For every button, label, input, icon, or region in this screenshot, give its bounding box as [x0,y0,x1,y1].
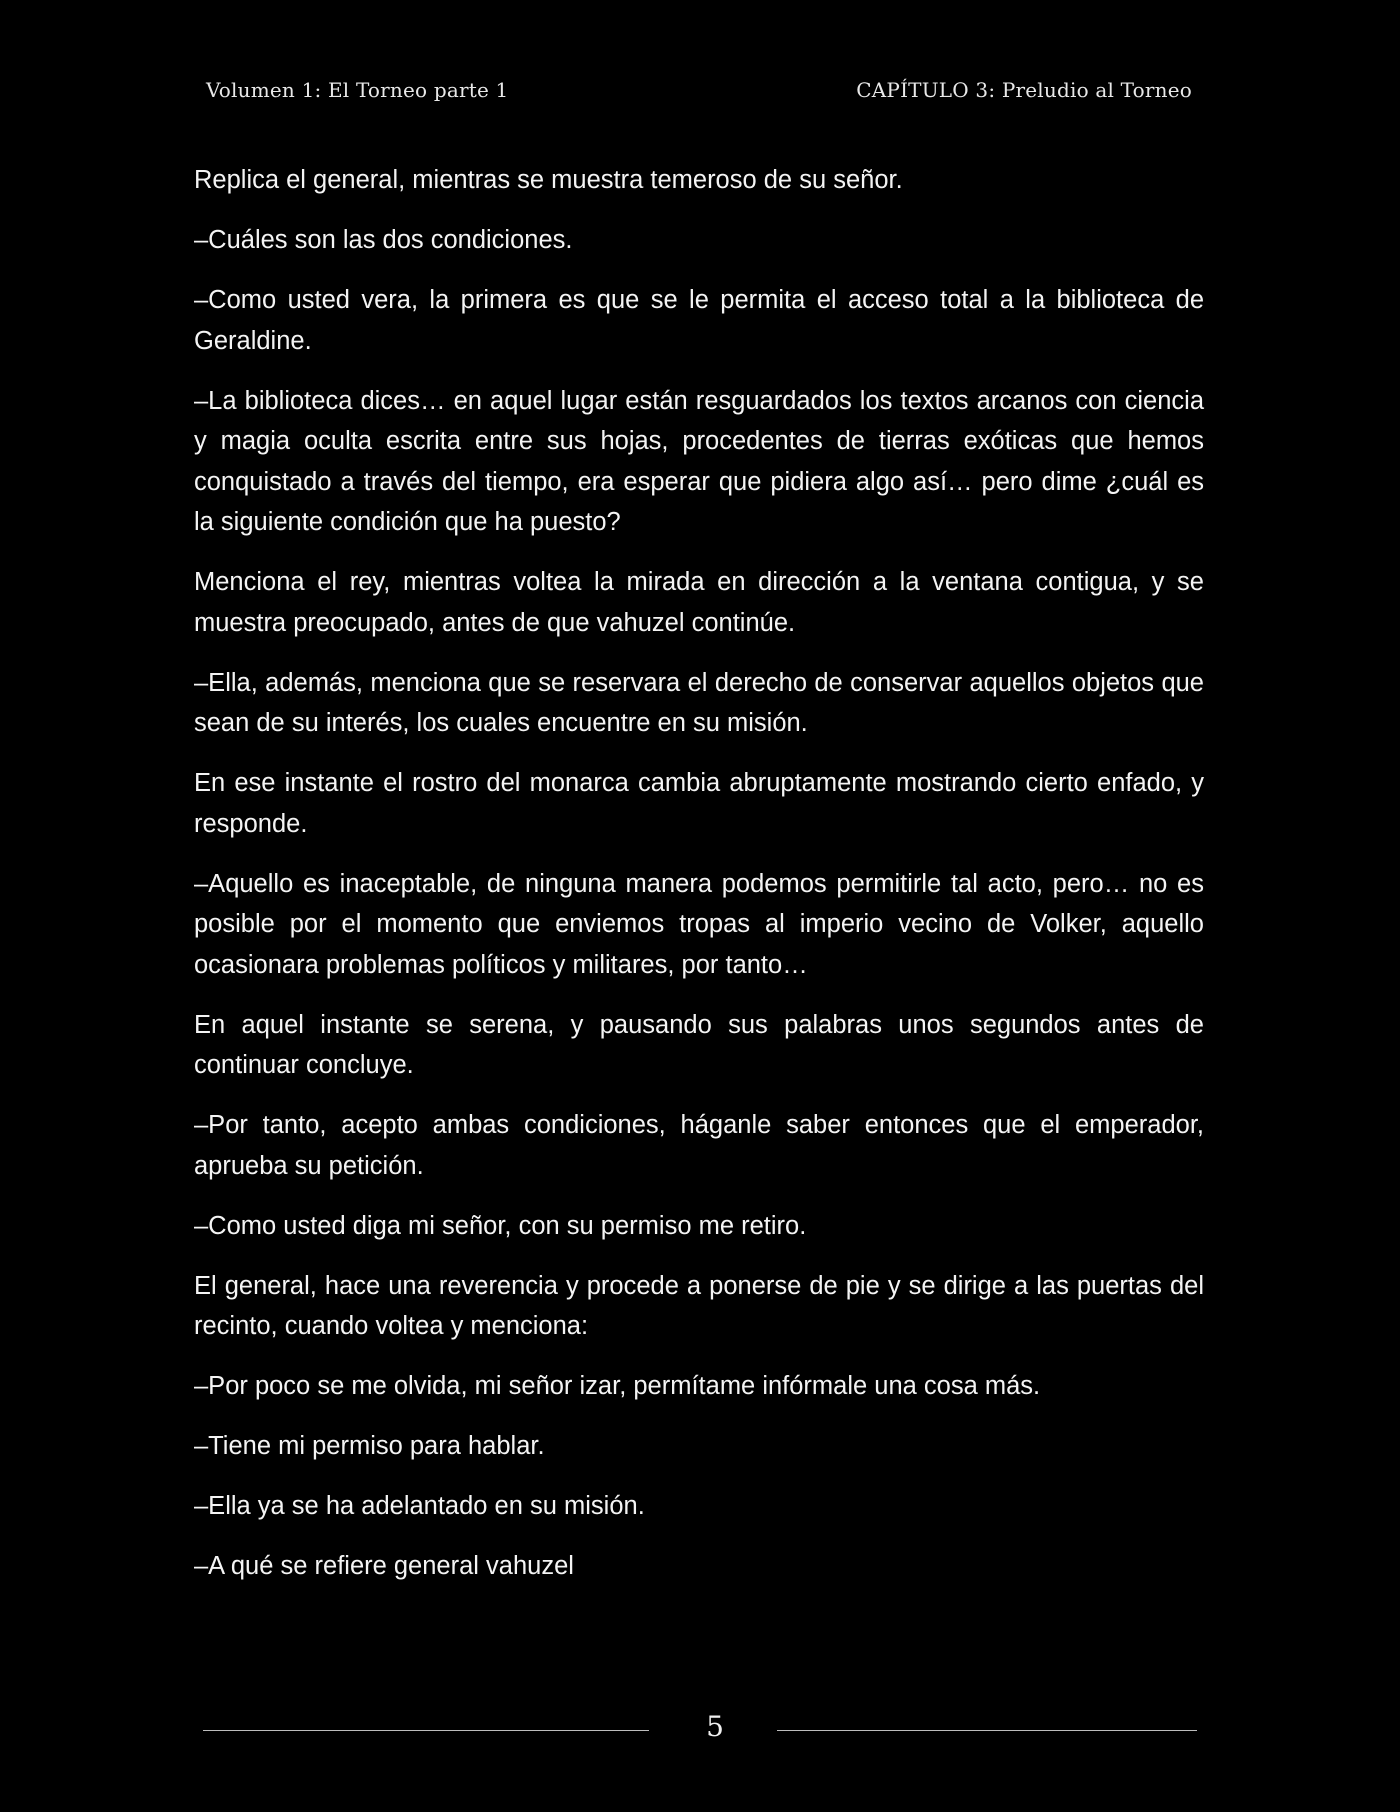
paragraph: –Ella, además, menciona que se reservara el derecho de conservar aquellos objetos que sean de su interés, los cuales encuentre en su misión. [194,668,1204,737]
paragraph: –Como usted vera, la primera es que se le permita el acceso total a la biblioteca de Geraldine. [194,286,1204,355]
paragraph: –Ella ya se ha adelantado en su misión. [194,1492,645,1520]
paragraph: –Como usted diga mi señor, con su permiso me retiro. [194,1211,807,1240]
page-body [194,160,1204,1606]
paragraph: –Aquello es inaceptable, de ninguna manera podemos permitirle tal acto, pero… no es posible por el momento que enviemos tropas al imperio vecino de Volker, aquello ocasionara problemas políticos y militares, por tanto… [194,869,1204,979]
paragraph: –Cuáles son las dos condiciones. [194,226,573,254]
paragraph: En aquel instante se serena, y pausando sus palabras unos segundos antes de continuar concluye. [194,1010,1204,1079]
paragraph: Replica el general, mientras se muestra temeroso de su señor. [194,166,903,194]
page-number: 5 [706,1710,724,1743]
volume-title: Volumen 1: El Torneo parte 1 [206,78,509,102]
paragraph: –Por tanto, acepto ambas condiciones, háganle saber entonces que el emperador, aprueba su petición. [194,1111,1204,1180]
paragraph: –La biblioteca dices… en aquel lugar están resguardados los textos arcanos con ciencia y magia oculta escrita entre sus hojas, procedentes de tierras exóticas que hemos conquistado a través del tiempo, era esperar que pidiera algo así… pero dime ¿cuál es la siguiente condición que ha puesto? [194,386,1204,536]
paragraph: –A qué se refiere general vahuzel [194,1552,574,1580]
footer-rule-left [203,1730,649,1731]
chapter-title: CAPÍTULO 3: Preludio al Torneo [856,78,1192,102]
paragraph: –Tiene mi permiso para hablar. [194,1432,545,1460]
paragraph: El general, hace una reverencia y procede a ponerse de pie y se dirige a las puertas del recinto, cuando voltea y menciona: [194,1271,1204,1340]
page-footer [203,1710,1197,1754]
paragraph: En ese instante el rostro del monarca cambia abruptamente mostrando cierto enfado, y responde. [194,769,1204,838]
footer-rule-right [777,1730,1197,1731]
running-header [206,78,1192,102]
paragraph: –Por poco se me olvida, mi señor izar, permítame infórmale una cosa más. [194,1372,1041,1400]
paragraph: Menciona el rey, mientras voltea la mirada en dirección a la ventana contigua, y se muestra preocupado, antes de que vahuzel continúe. [194,568,1204,637]
